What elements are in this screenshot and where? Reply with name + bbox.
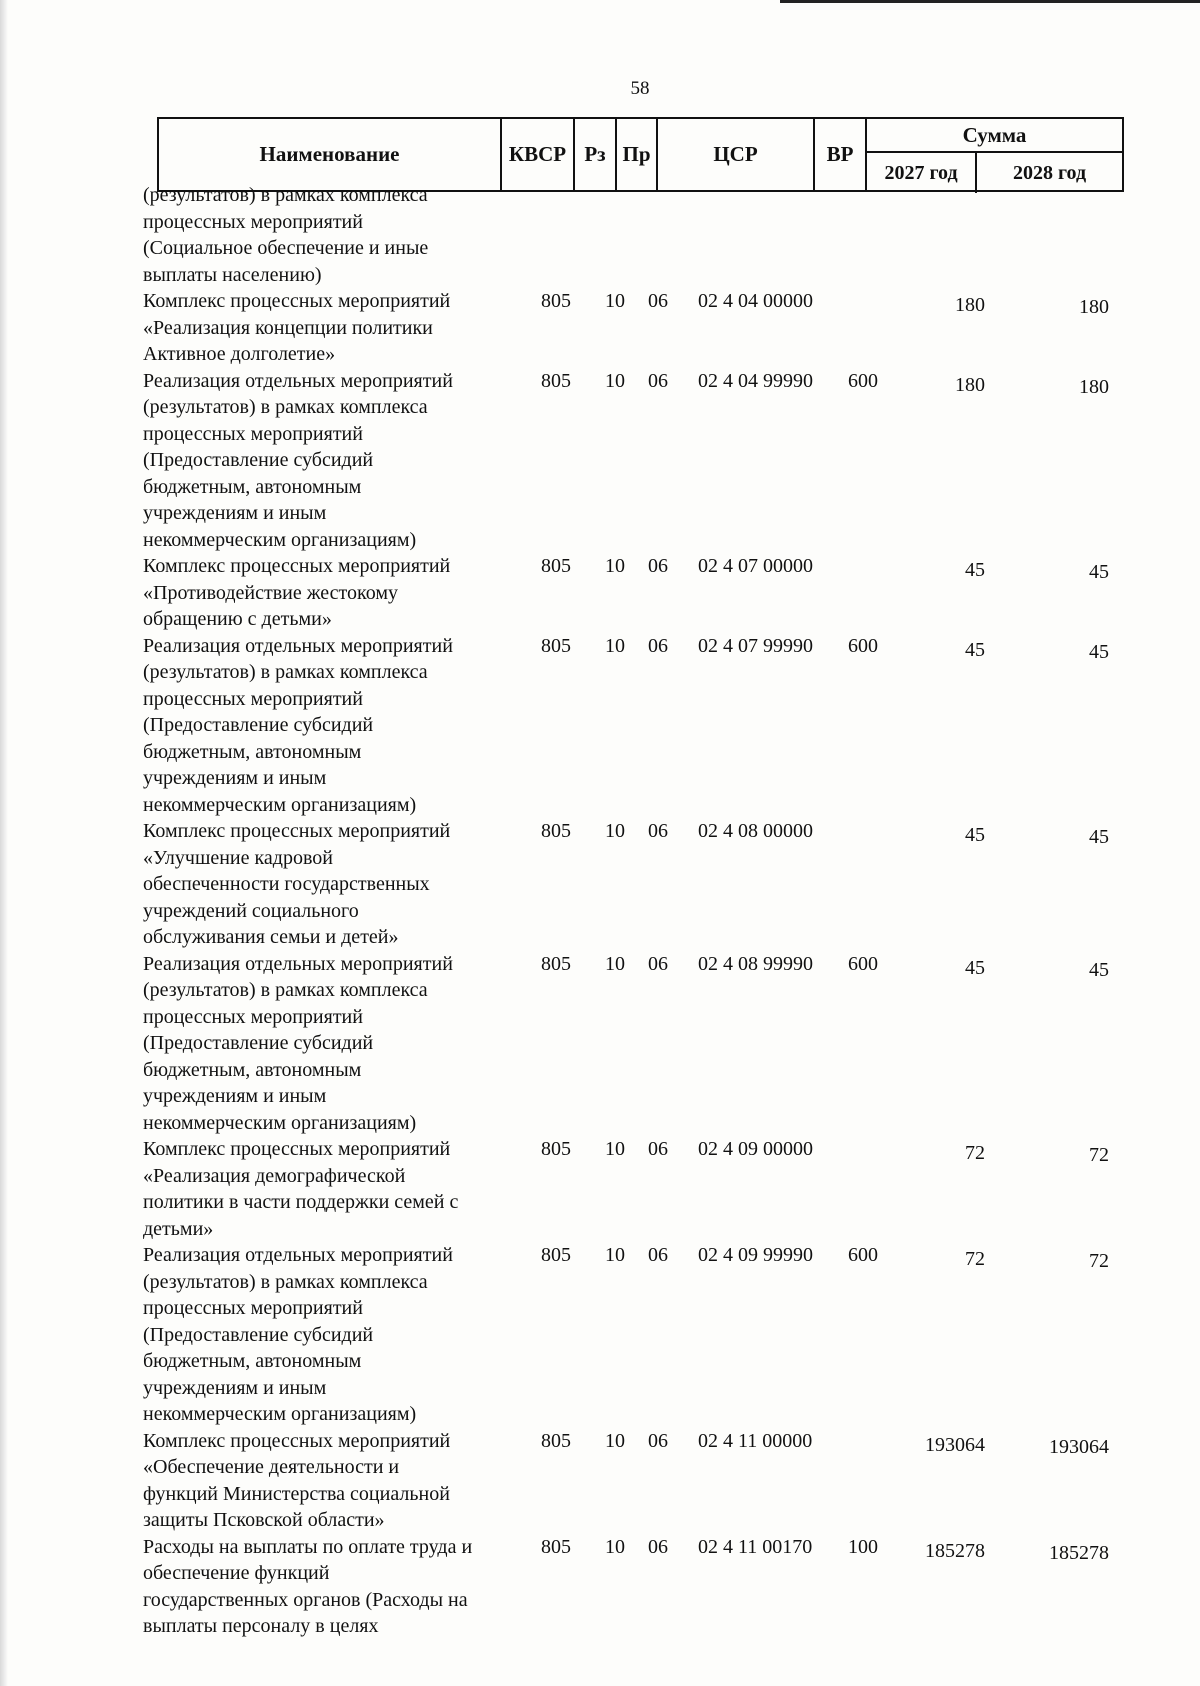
cell-kvsr: 805 xyxy=(541,820,571,842)
header-rz: Рз xyxy=(575,119,617,190)
cell-sum-2027: 72 xyxy=(965,1142,985,1164)
cell-name-line: функций Министерства социальной xyxy=(143,1482,450,1505)
header-sum: Сумма xyxy=(867,119,1122,153)
cell-sum-2028: 180 xyxy=(1079,296,1109,318)
cell-name-line: обеспечение функций xyxy=(143,1562,330,1584)
cell-rz: 10 xyxy=(605,1244,625,1266)
cell-name-line: (результатов) в рамках комплекса xyxy=(143,661,428,683)
cell-pr: 06 xyxy=(648,555,668,577)
cell-csr: 02 4 07 99990 xyxy=(698,634,813,657)
table-row xyxy=(143,1136,1123,1242)
table-body xyxy=(143,182,1123,1640)
cell-name-line: обеспеченности государственных xyxy=(143,873,430,895)
cell-vr: 100 xyxy=(848,1535,878,1558)
cell-name-line: детьми» xyxy=(143,1217,214,1240)
cell-name-line: процессных мероприятий xyxy=(143,1005,363,1028)
table-row xyxy=(143,553,1123,633)
cell-name-line: некоммерческим организациям) xyxy=(143,1111,417,1134)
scan-top-border xyxy=(780,0,1200,3)
cell-sum-2027: 72 xyxy=(965,1248,985,1270)
cell-pr: 06 xyxy=(648,369,668,392)
cell-sum-2028: 72 xyxy=(1089,1250,1109,1272)
cell-rz: 10 xyxy=(605,555,625,577)
cell-vr: 600 xyxy=(848,369,878,392)
cell-csr: 02 4 04 99990 xyxy=(698,369,813,392)
cell-name-line: обслуживания семьи и детей» xyxy=(143,926,399,948)
header-year-2027: 2027 год xyxy=(867,153,977,193)
cell-csr: 02 4 11 00170 xyxy=(698,1535,813,1558)
cell-name-line: Комплекс процессных мероприятий xyxy=(143,555,451,577)
cell-vr: 600 xyxy=(848,1244,878,1266)
cell-name xyxy=(143,1428,503,1534)
cell-sum-2028: 185278 xyxy=(1049,1541,1109,1564)
cell-name-line: «Улучшение кадровой xyxy=(143,846,333,869)
cell-name-line: учреждениям и иным xyxy=(143,1376,327,1399)
scan-edge-shadow xyxy=(0,0,8,1686)
table-row xyxy=(143,818,1123,951)
cell-name-line: Комплекс процессных мероприятий xyxy=(143,1138,451,1160)
page-number: 58 xyxy=(630,78,650,99)
cell-name-line: учреждениям и иным xyxy=(143,502,327,524)
table-row xyxy=(143,1242,1123,1428)
cell-name-line: «Противодействие жестокому xyxy=(143,581,399,604)
cell-rz: 10 xyxy=(605,369,625,392)
cell-pr: 06 xyxy=(648,634,668,657)
cell-name-line: обращению с детьми» xyxy=(143,608,332,630)
header-kvsr: КВСР xyxy=(502,119,575,190)
cell-name-line: процессных мероприятий xyxy=(143,1297,363,1319)
cell-name xyxy=(143,368,503,554)
cell-sum-2027: 45 xyxy=(965,956,985,979)
cell-name xyxy=(143,1534,503,1640)
cell-name xyxy=(143,553,503,633)
cell-kvsr: 805 xyxy=(541,369,571,392)
cell-name-line: Активное долголетие» xyxy=(143,343,336,365)
header-sum-group xyxy=(867,119,1122,190)
cell-rz: 10 xyxy=(605,820,625,842)
header-pr: Пр xyxy=(617,119,658,190)
cell-sum-2027: 45 xyxy=(965,638,985,661)
cell-sum-2027: 185278 xyxy=(925,1539,985,1562)
cell-kvsr: 805 xyxy=(541,1535,571,1558)
table-row xyxy=(143,1428,1123,1534)
cell-name-line: бюджетным, автономным xyxy=(143,740,362,763)
cell-name-line: «Реализация демографической xyxy=(143,1164,406,1187)
cell-pr: 06 xyxy=(648,952,668,975)
cell-sum-2028: 72 xyxy=(1089,1144,1109,1166)
cell-name-line: выплаты населению) xyxy=(143,263,322,286)
cell-name-line: выплаты персоналу в целях xyxy=(143,1615,379,1637)
cell-name-line: некоммерческим организациям) xyxy=(143,528,417,551)
cell-kvsr: 805 xyxy=(541,952,571,975)
cell-name-line: Комплекс процессных мероприятий xyxy=(143,820,451,842)
cell-pr: 06 xyxy=(648,1535,668,1558)
cell-name-line: процессных мероприятий xyxy=(143,422,363,445)
cell-sum-2027: 45 xyxy=(965,824,985,846)
cell-name-line: процессных мероприятий xyxy=(143,210,363,233)
header-vr: ВР xyxy=(815,119,867,190)
table-row xyxy=(143,1534,1123,1640)
cell-sum-2028: 45 xyxy=(1089,640,1109,663)
cell-pr: 06 xyxy=(648,1429,668,1452)
cell-csr: 02 4 07 00000 xyxy=(698,555,813,577)
cell-rz: 10 xyxy=(605,634,625,657)
cell-sum-2028: 45 xyxy=(1089,826,1109,848)
cell-name-line: защиты Псковской области» xyxy=(143,1509,385,1531)
cell-sum-2027: 45 xyxy=(965,559,985,581)
cell-name-line: Расходы на выплаты по оплате труда и xyxy=(143,1535,473,1558)
cell-csr: 02 4 04 00000 xyxy=(698,290,813,312)
table-row xyxy=(143,368,1123,554)
cell-name-line: Комплекс процессных мероприятий xyxy=(143,290,451,312)
cell-kvsr: 805 xyxy=(541,290,571,312)
cell-name xyxy=(143,182,503,288)
cell-kvsr: 805 xyxy=(541,555,571,577)
cell-rz: 10 xyxy=(605,1138,625,1160)
header-name: Наименование xyxy=(159,119,502,190)
cell-kvsr: 805 xyxy=(541,1138,571,1160)
header-year-2028: 2028 год xyxy=(1012,161,1087,184)
cell-name-line: бюджетным, автономным xyxy=(143,475,362,498)
cell-name-line: некоммерческим организациям) xyxy=(143,1403,417,1425)
cell-name-line: процессных мероприятий xyxy=(143,687,363,710)
table-row xyxy=(143,288,1123,368)
cell-csr: 02 4 08 00000 xyxy=(698,820,813,842)
cell-name xyxy=(143,1136,503,1242)
table-header xyxy=(157,117,1124,192)
cell-vr: 600 xyxy=(848,634,878,657)
cell-kvsr: 805 xyxy=(541,1244,571,1266)
cell-name-line: (результатов) в рамках комплекса xyxy=(143,396,428,418)
cell-rz: 10 xyxy=(605,290,625,312)
cell-name-line: Комплекс процессных мероприятий xyxy=(143,1429,451,1452)
cell-name-line: (результатов) в рамках комплекса xyxy=(143,979,428,1001)
cell-name-line: бюджетным, автономным xyxy=(143,1058,362,1081)
cell-pr: 06 xyxy=(648,820,668,842)
cell-pr: 06 xyxy=(648,290,668,312)
cell-name xyxy=(143,633,503,819)
cell-name-line: (Предоставление субсидий xyxy=(143,714,374,736)
cell-sum-2028: 45 xyxy=(1089,958,1109,981)
cell-name xyxy=(143,818,503,951)
cell-sum-2028: 45 xyxy=(1089,561,1109,583)
cell-csr: 02 4 08 99990 xyxy=(698,952,813,975)
cell-kvsr: 805 xyxy=(541,634,571,657)
cell-name xyxy=(143,951,503,1137)
cell-rz: 10 xyxy=(605,952,625,975)
cell-sum-2027: 180 xyxy=(955,373,985,396)
cell-pr: 06 xyxy=(648,1244,668,1266)
cell-name-line: «Реализация концепции политики xyxy=(143,316,433,339)
cell-name-line: (Предоставление субсидий xyxy=(143,1032,374,1054)
cell-name-line: учреждениям и иным xyxy=(143,767,327,789)
cell-sum-2027: 180 xyxy=(955,294,985,316)
cell-pr: 06 xyxy=(648,1138,668,1160)
cell-name-line: учреждений социального xyxy=(143,899,359,922)
cell-name-line: «Обеспечение деятельности и xyxy=(143,1456,400,1478)
cell-name-line: политики в части поддержки семей с xyxy=(143,1191,459,1213)
cell-name-line: учреждениям и иным xyxy=(143,1085,327,1107)
cell-name-line: Реализация отдельных мероприятий xyxy=(143,634,453,657)
cell-name-line: Реализация отдельных мероприятий xyxy=(143,1244,453,1266)
cell-name-line: некоммерческим организациям) xyxy=(143,793,417,816)
cell-vr: 600 xyxy=(848,952,878,975)
cell-name-line: бюджетным, автономным xyxy=(143,1350,362,1372)
cell-name-line: (результатов) в рамках комплекса xyxy=(143,1270,428,1293)
header-csr: ЦСР xyxy=(658,119,815,190)
cell-rz: 10 xyxy=(605,1535,625,1558)
cell-name-line: Реализация отдельных мероприятий xyxy=(143,369,453,392)
cell-name-line: (Предоставление субсидий xyxy=(143,1323,374,1346)
table-row xyxy=(143,633,1123,819)
table-row xyxy=(143,182,1123,288)
cell-csr: 02 4 09 99990 xyxy=(698,1244,813,1266)
cell-name xyxy=(143,288,503,368)
cell-name xyxy=(143,1242,503,1428)
cell-name-line: (Предоставление субсидий xyxy=(143,449,374,471)
cell-csr: 02 4 11 00000 xyxy=(698,1429,813,1452)
cell-name-line: Реализация отдельных мероприятий xyxy=(143,952,453,975)
cell-sum-2028: 193064 xyxy=(1049,1435,1109,1458)
cell-rz: 10 xyxy=(605,1429,625,1452)
cell-kvsr: 805 xyxy=(541,1429,571,1452)
table-row xyxy=(143,951,1123,1137)
cell-name-line: государственных органов (Расходы на xyxy=(143,1588,468,1611)
cell-csr: 02 4 09 00000 xyxy=(698,1138,813,1160)
cell-name-line: (Социальное обеспечение и иные xyxy=(143,237,429,259)
cell-name-line: (результатов) в рамках комплекса xyxy=(143,184,428,206)
cell-sum-2028: 180 xyxy=(1079,375,1109,398)
cell-sum-2027: 193064 xyxy=(925,1433,985,1456)
